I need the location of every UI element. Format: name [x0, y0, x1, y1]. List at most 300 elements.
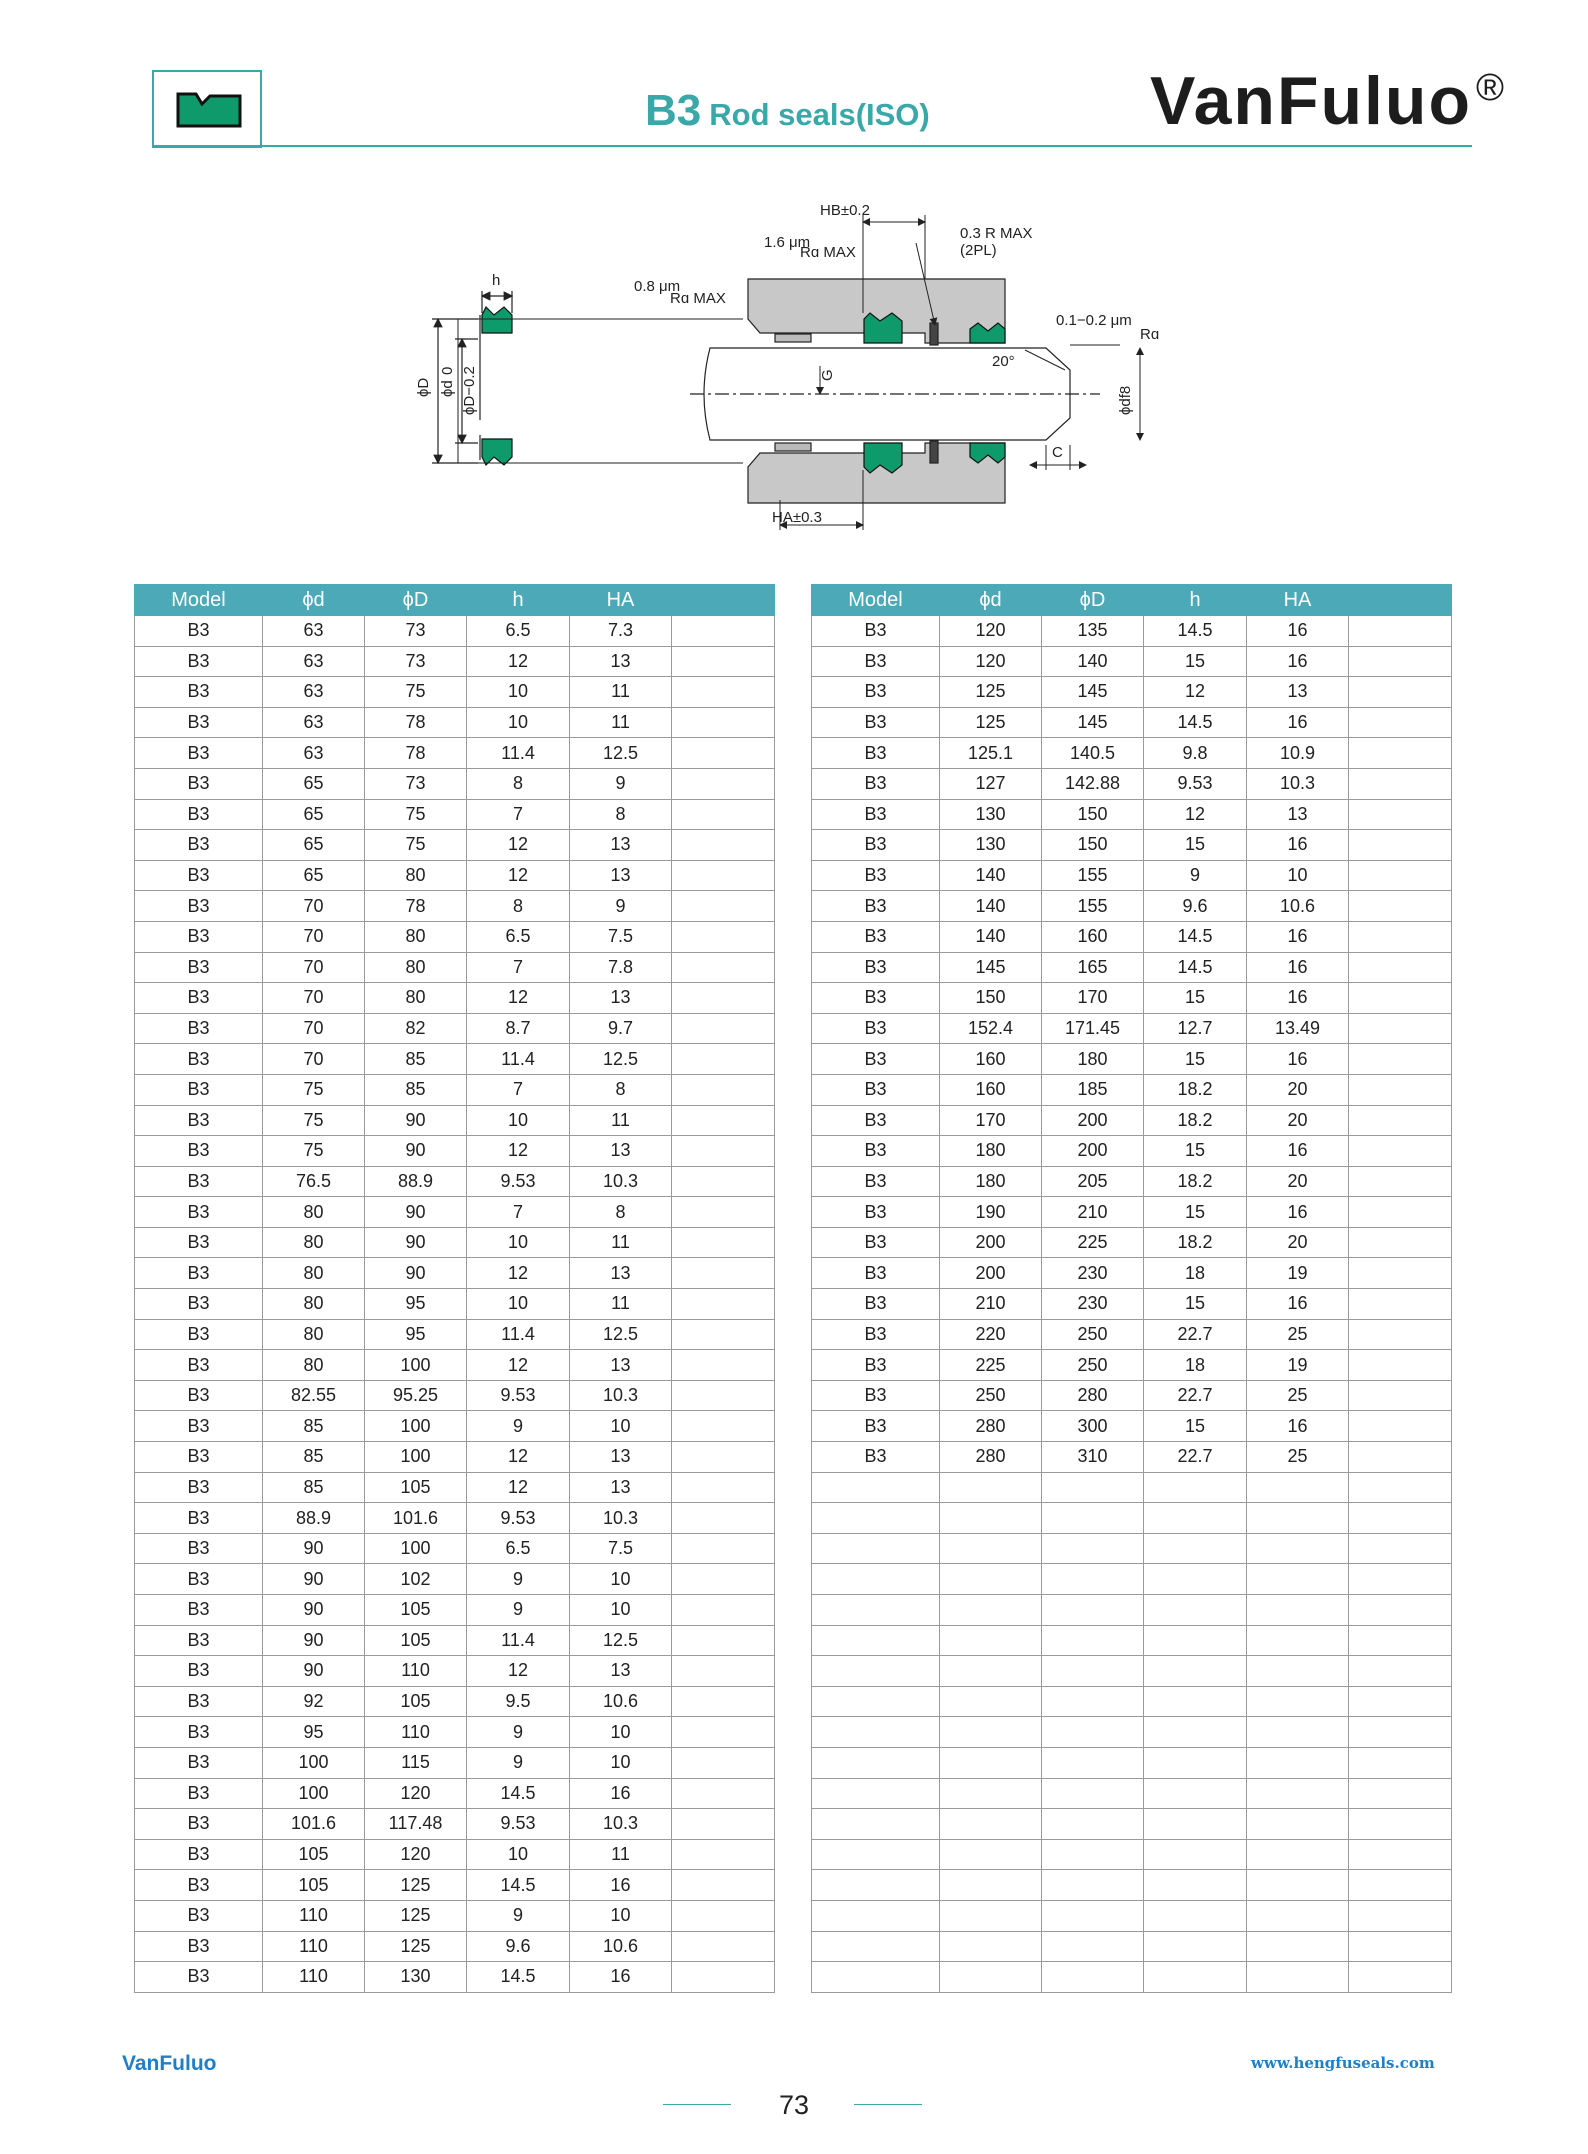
table-cell: B3 [135, 1411, 263, 1442]
table-cell: 18.2 [1144, 1105, 1247, 1136]
table-cell: 12.5 [570, 738, 672, 769]
table-cell: 310 [1042, 1442, 1144, 1473]
table-cell: 15 [1144, 830, 1247, 861]
table-cell [940, 1503, 1042, 1534]
table-cell: 63 [263, 646, 365, 677]
table-cell: 120 [365, 1839, 467, 1870]
table-cell: B3 [135, 1503, 263, 1534]
table-cell: 95 [263, 1717, 365, 1748]
table-cell [672, 1564, 775, 1595]
label-h: h [492, 272, 501, 289]
column-header: ϕd [263, 585, 365, 616]
table-cell [1042, 1472, 1144, 1503]
table-cell: 120 [940, 616, 1042, 647]
table-cell: 13 [570, 1656, 672, 1687]
table-row [135, 1503, 775, 1534]
table-cell: 11 [570, 1839, 672, 1870]
label-roughness-1: 1.6 μm [764, 234, 811, 251]
table-cell [1349, 952, 1452, 983]
table-cell: B3 [135, 983, 263, 1014]
table-row [812, 677, 1452, 708]
table-row [812, 1258, 1452, 1289]
table-cell: 140 [1042, 646, 1144, 677]
table-cell: 12 [467, 830, 570, 861]
table-cell: 70 [263, 1044, 365, 1075]
table-cell: 155 [1042, 860, 1144, 891]
table-cell: B3 [135, 1105, 263, 1136]
table-cell: 180 [1042, 1044, 1144, 1075]
header-rule [152, 145, 1472, 147]
table-cell: 12 [467, 983, 570, 1014]
table-cell: B3 [135, 799, 263, 830]
table-cell: 16 [1247, 983, 1349, 1014]
table-cell: 225 [1042, 1227, 1144, 1258]
table-cell: B3 [812, 768, 940, 799]
table-cell [812, 1472, 940, 1503]
table-cell: 95 [365, 1319, 467, 1350]
label-ra-max-2: Rɑ MAX [670, 290, 726, 307]
label-phi-d: ϕd [439, 380, 456, 397]
table-cell [1042, 1625, 1144, 1656]
column-header: h [1144, 585, 1247, 616]
table-cell: 225 [940, 1350, 1042, 1381]
table-cell: 10 [467, 1839, 570, 1870]
table-cell: B3 [135, 891, 263, 922]
table-cell: 8 [570, 799, 672, 830]
table-row [812, 646, 1452, 677]
table-row [812, 891, 1452, 922]
table-row [812, 1900, 1452, 1931]
table-cell: 70 [263, 983, 365, 1014]
table-cell: 170 [1042, 983, 1144, 1014]
table-cell: 19 [1247, 1350, 1349, 1381]
table-cell [940, 1533, 1042, 1564]
table-row [812, 1074, 1452, 1105]
table-cell: 11.4 [467, 1319, 570, 1350]
table-cell: 300 [1042, 1411, 1144, 1442]
table-cell: 9 [467, 1595, 570, 1626]
table-cell: 105 [263, 1870, 365, 1901]
column-header: ϕd [940, 585, 1042, 616]
table-cell [1349, 860, 1452, 891]
table-cell [672, 1442, 775, 1473]
table-row [812, 1809, 1452, 1840]
table-cell: 80 [263, 1197, 365, 1228]
table-row [135, 1870, 775, 1901]
table-cell: B3 [812, 1319, 940, 1350]
table-cell: 65 [263, 799, 365, 830]
table-cell: 10.6 [1247, 891, 1349, 922]
table-cell [1349, 1044, 1452, 1075]
table-cell: 11 [570, 707, 672, 738]
table-cell: 15 [1144, 983, 1247, 1014]
table-cell: 7.8 [570, 952, 672, 983]
table-cell: 10.3 [570, 1809, 672, 1840]
table-cell: 10.9 [1247, 738, 1349, 769]
table-cell [1349, 1533, 1452, 1564]
table-cell: 8 [467, 768, 570, 799]
table-row [812, 1778, 1452, 1809]
label-phi-D: ϕD [415, 377, 432, 397]
table-row [812, 952, 1452, 983]
table-cell: 8 [467, 891, 570, 922]
table-cell [1349, 921, 1452, 952]
table-cell: B3 [135, 1136, 263, 1167]
table-row [135, 1472, 775, 1503]
table-cell [672, 1717, 775, 1748]
table-cell [1349, 891, 1452, 922]
table-cell: 100 [263, 1778, 365, 1809]
table-row [135, 616, 775, 647]
table-cell [1042, 1931, 1144, 1962]
table-cell: 171.45 [1042, 1013, 1144, 1044]
table-cell: 14.5 [1144, 616, 1247, 647]
table-cell [1247, 1778, 1349, 1809]
table-cell [1349, 1717, 1452, 1748]
table-cell: 82.55 [263, 1380, 365, 1411]
table-cell: 9 [570, 891, 672, 922]
table-cell [1349, 1595, 1452, 1626]
table-row [812, 1564, 1452, 1595]
table-row [812, 1503, 1452, 1534]
table-cell: B3 [812, 860, 940, 891]
table-cell: 10 [467, 1105, 570, 1136]
table-cell: 10 [1247, 860, 1349, 891]
column-header: Model [812, 585, 940, 616]
table-cell: 85 [365, 1074, 467, 1105]
table-cell: 16 [1247, 1197, 1349, 1228]
table-cell: 80 [263, 1289, 365, 1320]
label-tolerance-upper: 0 [439, 366, 456, 375]
table-row [135, 1778, 775, 1809]
table-cell [672, 1380, 775, 1411]
table-cell [672, 768, 775, 799]
table-cell: 16 [1247, 1411, 1349, 1442]
table-cell: 63 [263, 616, 365, 647]
table-row [812, 1595, 1452, 1626]
table-cell: B3 [135, 646, 263, 677]
table-cell: 80 [263, 1258, 365, 1289]
table-row [812, 1136, 1452, 1167]
table-row [135, 891, 775, 922]
table-cell [1247, 1472, 1349, 1503]
table-cell: 10.3 [570, 1380, 672, 1411]
table-cell [812, 1809, 940, 1840]
table-cell: 250 [1042, 1319, 1144, 1350]
table-cell: 13 [570, 1136, 672, 1167]
product-logo-box [152, 70, 262, 148]
table-cell: B3 [135, 1380, 263, 1411]
table-cell: B3 [812, 1411, 940, 1442]
table-cell: B3 [812, 1227, 940, 1258]
table-cell [1144, 1656, 1247, 1687]
table-cell: 280 [940, 1442, 1042, 1473]
table-row [135, 1962, 775, 1993]
table-cell [672, 983, 775, 1014]
table-cell [672, 1900, 775, 1931]
table-row [812, 1350, 1452, 1381]
table-cell [1247, 1564, 1349, 1595]
table-cell: 90 [365, 1258, 467, 1289]
table-cell: 85 [263, 1442, 365, 1473]
table-cell: B3 [135, 768, 263, 799]
table-cell: 7.3 [570, 616, 672, 647]
table-cell: 75 [365, 830, 467, 861]
table-cell [1144, 1900, 1247, 1931]
table-row [135, 860, 775, 891]
table-cell: 152.4 [940, 1013, 1042, 1044]
table-row [135, 1747, 775, 1778]
title-subtitle: Rod seals(ISO) [709, 97, 930, 132]
table-cell: 7.5 [570, 921, 672, 952]
table-cell: 6.5 [467, 921, 570, 952]
table-cell [672, 830, 775, 861]
table-cell: 142.88 [1042, 768, 1144, 799]
table-cell: 16 [1247, 952, 1349, 983]
table-cell: 200 [940, 1227, 1042, 1258]
table-cell: 9 [1144, 860, 1247, 891]
table-cell: B3 [812, 983, 940, 1014]
table-row [135, 1197, 775, 1228]
table-cell: 12 [1144, 677, 1247, 708]
table-cell: B3 [812, 1258, 940, 1289]
table-cell: 160 [940, 1044, 1042, 1075]
table-cell: 110 [365, 1656, 467, 1687]
table-cell: 80 [365, 952, 467, 983]
footer-website-link[interactable]: www.hengfuseals.com [1251, 2054, 1435, 2072]
table-cell: B3 [135, 1625, 263, 1656]
column-header: HA [570, 585, 672, 616]
table-row [812, 1442, 1452, 1473]
table-cell: 70 [263, 891, 365, 922]
column-header: h [467, 585, 570, 616]
table-cell [1144, 1686, 1247, 1717]
table-row [812, 1411, 1452, 1442]
table-header-row [135, 585, 775, 616]
table-cell: 75 [263, 1105, 365, 1136]
table-cell [1349, 1411, 1452, 1442]
table-cell: 20 [1247, 1105, 1349, 1136]
table-cell [1247, 1503, 1349, 1534]
table-cell: 25 [1247, 1442, 1349, 1473]
table-row [812, 1717, 1452, 1748]
table-cell [1349, 1289, 1452, 1320]
table-cell [940, 1564, 1042, 1595]
table-cell: 16 [1247, 1289, 1349, 1320]
table-cell: 88.9 [365, 1166, 467, 1197]
table-row [135, 1227, 775, 1258]
table-cell: 11 [570, 1227, 672, 1258]
table-cell: 75 [263, 1136, 365, 1167]
table-row [135, 707, 775, 738]
table-cell: 85 [365, 1044, 467, 1075]
table-cell: B3 [135, 1900, 263, 1931]
table-row [812, 616, 1452, 647]
table-cell: 16 [1247, 830, 1349, 861]
table-cell [672, 1289, 775, 1320]
table-cell: 120 [940, 646, 1042, 677]
table-cell [672, 952, 775, 983]
table-cell: 13 [1247, 677, 1349, 708]
table-cell [672, 921, 775, 952]
table-cell: 180 [940, 1136, 1042, 1167]
table-row [812, 1839, 1452, 1870]
column-header: ϕD [1042, 585, 1144, 616]
table-cell [1349, 1625, 1452, 1656]
table-cell [1349, 1197, 1452, 1228]
table-cell: 100 [365, 1533, 467, 1564]
table-cell: 12 [467, 1258, 570, 1289]
table-cell [1144, 1839, 1247, 1870]
table-cell: B3 [135, 1166, 263, 1197]
table-row [812, 983, 1452, 1014]
table-cell: 12 [467, 1442, 570, 1473]
table-cell: 185 [1042, 1074, 1144, 1105]
table-cell: 170 [940, 1105, 1042, 1136]
table-cell [1349, 1900, 1452, 1931]
table-row [135, 1350, 775, 1381]
table-cell: 10.3 [1247, 768, 1349, 799]
table-cell: 7.5 [570, 1533, 672, 1564]
table-cell [672, 1870, 775, 1901]
table-row [135, 1442, 775, 1473]
label-hb: HB±0.2 [820, 202, 870, 219]
table-cell: 13 [570, 1442, 672, 1473]
table-cell [672, 1839, 775, 1870]
table-cell [1349, 677, 1452, 708]
table-cell: 12 [467, 1656, 570, 1687]
table-cell: 16 [1247, 707, 1349, 738]
table-cell [672, 1136, 775, 1167]
table-cell: 14.5 [467, 1870, 570, 1901]
table-cell [1349, 616, 1452, 647]
table-cell: 100 [263, 1747, 365, 1778]
table-cell: 9 [467, 1717, 570, 1748]
table-cell: 9.53 [467, 1166, 570, 1197]
table-cell: 10 [467, 707, 570, 738]
table-cell: 65 [263, 830, 365, 861]
table-cell [672, 1533, 775, 1564]
table-row [135, 1289, 775, 1320]
table-cell: 140 [940, 860, 1042, 891]
table-cell [1042, 1533, 1144, 1564]
column-header [1349, 585, 1452, 616]
table-cell [812, 1931, 940, 1962]
table-cell: 16 [1247, 646, 1349, 677]
table-cell: 63 [263, 738, 365, 769]
table-row [812, 1870, 1452, 1901]
table-cell: B3 [812, 1166, 940, 1197]
table-cell: 14.5 [1144, 921, 1247, 952]
table-cell: B3 [135, 860, 263, 891]
table-row [135, 646, 775, 677]
table-cell [1247, 1656, 1349, 1687]
table-cell: 16 [1247, 1136, 1349, 1167]
table-cell [672, 799, 775, 830]
table-cell [812, 1533, 940, 1564]
table-cell [1349, 768, 1452, 799]
table-cell: 63 [263, 707, 365, 738]
table-cell [672, 891, 775, 922]
table-cell [1144, 1747, 1247, 1778]
table-cell: 140 [940, 891, 1042, 922]
table-cell: 13 [570, 860, 672, 891]
table-cell [1349, 1350, 1452, 1381]
table-cell [1349, 1105, 1452, 1136]
table-cell [1247, 1595, 1349, 1626]
table-cell: 16 [570, 1870, 672, 1901]
table-cell: 200 [940, 1258, 1042, 1289]
table-cell [672, 1472, 775, 1503]
table-cell: B3 [812, 738, 940, 769]
table-cell: 117.48 [365, 1809, 467, 1840]
table-cell [940, 1962, 1042, 1993]
table-row [135, 1380, 775, 1411]
table-cell [672, 1105, 775, 1136]
table-cell [672, 707, 775, 738]
table-cell: 12.5 [570, 1625, 672, 1656]
table-cell: 12.5 [570, 1044, 672, 1075]
table-cell [672, 1778, 775, 1809]
table-cell: B3 [812, 1013, 940, 1044]
table-cell: 73 [365, 768, 467, 799]
table-cell [1144, 1717, 1247, 1748]
table-cell: 73 [365, 646, 467, 677]
table-cell: 63 [263, 677, 365, 708]
table-cell: 15 [1144, 1197, 1247, 1228]
table-cell: 10 [467, 677, 570, 708]
column-header: Model [135, 585, 263, 616]
table-cell: B3 [135, 707, 263, 738]
table-cell: 110 [365, 1717, 467, 1748]
table-cell [940, 1931, 1042, 1962]
column-header: HA [1247, 585, 1349, 616]
table-row [812, 830, 1452, 861]
table-cell: B3 [135, 1717, 263, 1748]
table-row [135, 677, 775, 708]
table-cell: B3 [135, 1013, 263, 1044]
table-row [135, 1533, 775, 1564]
table-cell: B3 [812, 799, 940, 830]
table-cell: B3 [135, 1074, 263, 1105]
table-cell: 12 [467, 1136, 570, 1167]
table-cell [1042, 1900, 1144, 1931]
table-cell: 90 [365, 1105, 467, 1136]
table-cell: 12 [467, 860, 570, 891]
table-cell: 280 [940, 1411, 1042, 1442]
table-cell: B3 [135, 921, 263, 952]
table-cell: 102 [365, 1564, 467, 1595]
table-cell: B3 [135, 1227, 263, 1258]
table-cell: 7 [467, 799, 570, 830]
page-number: 73 [778, 2090, 810, 2120]
table-cell: 16 [1247, 616, 1349, 647]
table-cell: 95 [365, 1289, 467, 1320]
brand-name: VanFuluo [1150, 63, 1472, 139]
table-cell: B3 [135, 1044, 263, 1075]
table-cell: 110 [263, 1931, 365, 1962]
table-cell: B3 [812, 1136, 940, 1167]
table-cell [1247, 1962, 1349, 1993]
table-cell [1247, 1870, 1349, 1901]
table-cell: B3 [812, 1044, 940, 1075]
table-cell: B3 [135, 1686, 263, 1717]
table-cell [940, 1686, 1042, 1717]
table-cell: 12 [467, 1350, 570, 1381]
table-cell [672, 1595, 775, 1626]
table-cell: 90 [263, 1595, 365, 1626]
table-cell [1349, 1013, 1452, 1044]
